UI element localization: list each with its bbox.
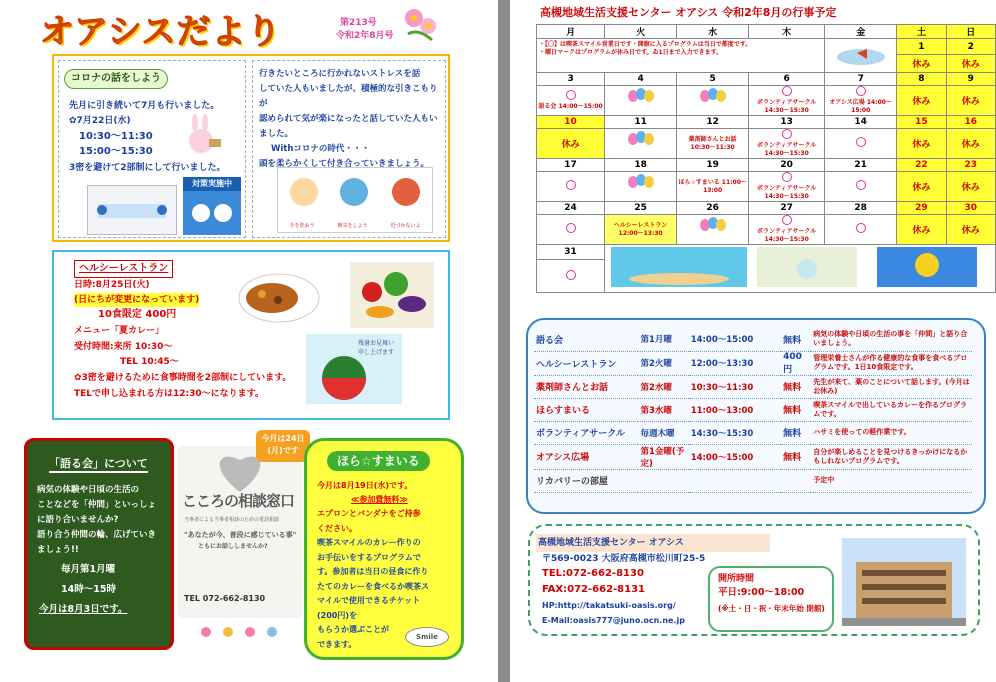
corona-right-line-5: Withコロナの時代・・・ <box>271 144 370 154</box>
hours-box <box>708 566 834 632</box>
day-5: 5 <box>677 73 749 86</box>
day-24: 24 <box>537 202 605 215</box>
healthy-restaurant-section <box>52 250 450 420</box>
day-20: 20 <box>749 159 825 172</box>
building-photo <box>842 538 966 626</box>
corona-right-line-3: 認められて気が楽になったと話していた人もい <box>259 114 438 124</box>
schedule-program-name: 語る会 <box>534 328 638 351</box>
weekday-fri: 金 <box>825 25 897 39</box>
event-19: ほら☆すまいる 11:00〜13:00 <box>678 178 747 194</box>
smiley-icon <box>782 86 792 96</box>
event-12: 薬剤師さんとお話 10:30〜11:30 <box>688 135 737 151</box>
schedule-time: 12:00〜13:30 <box>689 351 781 375</box>
corona-line-1: 先月に引き続いて7月も行いました。 <box>69 101 220 111</box>
event-10: 休み <box>537 129 605 159</box>
katarukai-body-2: ことなどを「仲間」といっしょ <box>37 500 157 510</box>
event-16: 休み <box>946 129 995 159</box>
katarukai-body-5: ましょう!! <box>37 545 79 555</box>
day-6: 6 <box>749 73 825 86</box>
schedule-desc: 予定中 <box>811 469 972 492</box>
weekday-tue: 火 <box>605 25 677 39</box>
newsletter-title: オアシスだより <box>40 12 282 52</box>
weekday-thu: 木 <box>749 25 825 39</box>
healthy-date: 日時:8月25日(火) <box>74 280 150 290</box>
smile-stamp: Smile <box>405 627 449 647</box>
hora-line-9: もらうか選ぶことが <box>317 625 389 634</box>
katarukai-body-3: に語り合いませんか? <box>37 515 119 525</box>
event-20: ボランティアサークル 14:30〜15:30 <box>756 185 817 200</box>
corona-right-panel <box>252 60 446 238</box>
smiley-icon <box>782 215 792 225</box>
healthy-time-1: 受付時間:来所 10:30〜 <box>74 342 173 352</box>
corona-line-3: 10:30〜11:30 <box>79 131 153 142</box>
healthy-heading: ヘルシーレストラン <box>74 260 173 278</box>
day-14: 14 <box>825 116 897 129</box>
soudan-flyer <box>178 446 302 618</box>
schedule-fee: 400円 <box>781 351 811 375</box>
right-page <box>510 0 996 682</box>
balloon-icon <box>626 131 656 153</box>
day-12: 12 <box>677 116 749 129</box>
event-1: 休み <box>897 55 946 73</box>
schedule-day: 毎週木曜 <box>638 421 688 444</box>
katarukai-next: 今月は8月3日です。 <box>39 604 128 615</box>
balloon-icon <box>698 88 728 110</box>
calendar-note-2: ・曜日マークはプログラムが休み日です。ゐ1日まで入力できます。 <box>539 49 723 56</box>
corona-right-line-6: 頭を柔らかくして付き合っていきましょう。 <box>259 159 430 169</box>
day-30: 30 <box>946 202 995 215</box>
day-3: 3 <box>537 73 605 86</box>
katarukai-schedule-1: 毎月第1月曜 <box>61 564 116 575</box>
summer-illustrations <box>607 247 992 287</box>
prevention-signs <box>277 167 433 233</box>
schedule-fee: 無料 <box>781 398 811 421</box>
weekday-row <box>537 25 996 39</box>
photo-caption: 残暑お見舞い申し上げます <box>358 340 395 356</box>
smiley-icon <box>566 90 576 100</box>
goldfish-cell <box>825 39 897 73</box>
hora-line-4: お手伝いをするプログラムで <box>317 552 421 562</box>
schedule-day: 第1月曜 <box>638 328 688 351</box>
smiley-icon <box>856 180 866 190</box>
schedule-time: 10:30〜11:30 <box>689 375 781 398</box>
event-25: ヘルシーレストラン 12:00〜13:30 <box>613 221 668 237</box>
corona-left-panel <box>58 60 246 238</box>
schedule-time: 14:00〜15:00 <box>689 444 781 469</box>
schedule-fee: 無料 <box>781 328 811 351</box>
hora-line-5: す。参加者は当日の昼食に作り <box>317 567 429 576</box>
schedule-day: 第1金曜(予定) <box>638 444 688 469</box>
day-19: 19 <box>677 159 749 172</box>
day-7: 7 <box>825 73 897 86</box>
hora-smile-panel <box>304 438 464 660</box>
schedule-fee: 無料 <box>781 444 811 469</box>
event-8: 休み <box>897 86 946 116</box>
issue-date: 令和2年8月号 <box>336 31 394 41</box>
contact-box <box>528 524 980 636</box>
sign-label-2: 換気をしよう <box>337 223 368 229</box>
schedule-row <box>534 398 972 421</box>
corona-line-4: 15:00〜15:30 <box>79 146 153 157</box>
schedule-time: 14:00〜15:00 <box>689 328 781 351</box>
hours-closed: (※土・日・祝・年末年始 閉館) <box>718 604 825 613</box>
healthy-line-1: ✿3密を避けるために食事時間を2部制にしています。 <box>74 373 292 383</box>
event-27: ボランティアサークル 14:30〜15:30 <box>756 228 817 243</box>
calendar-table <box>536 24 996 293</box>
day-1: 1 <box>897 39 946 55</box>
weekday-sun: 日 <box>946 25 995 39</box>
event-15: 休み <box>897 129 946 159</box>
healthy-limit: 10食限定 400円 <box>98 309 177 320</box>
event-3: 語る会 14:00〜15:00 <box>538 103 603 110</box>
hora-line-7: マイルで使用できるチケット <box>317 596 421 605</box>
calendar-note-1: ・【〇】は喫茶スマイル営業日です・開館に入るプログラムは当日で都度です。 <box>539 41 752 48</box>
schedule-row <box>534 469 972 492</box>
hours-label: 開所時間 <box>718 574 755 584</box>
hora-date: 今月は8月19日(水)です。 <box>317 481 413 490</box>
event-2: 休み <box>946 55 995 73</box>
schedule-day: 第2水曜 <box>638 375 688 398</box>
soudan-bubble-1: 今月は24日 <box>261 434 305 443</box>
smiley-icon <box>782 172 792 182</box>
contact-tel: TEL:072-662-8130 <box>542 568 644 579</box>
event-7: オアシス広場 14:00〜15:00 <box>829 99 892 114</box>
flower-icon <box>398 4 444 44</box>
hora-line-1: エプロンとバンダナをご持参 <box>317 509 421 518</box>
day-28: 28 <box>825 202 897 215</box>
corona-right-line-4: ました。 <box>259 129 294 139</box>
smiley-icon <box>566 223 576 233</box>
contact-name: 高槻地域生活支援センター オアシス <box>538 538 684 548</box>
smiley-icon <box>856 86 866 96</box>
contact-fax: FAX:072-662-8131 <box>542 584 646 595</box>
watermelon-photo <box>306 334 402 404</box>
balloon-icon <box>698 217 728 239</box>
smiley-icon <box>566 180 576 190</box>
balloon-icon <box>626 174 656 196</box>
issue-number: 第213号 <box>340 18 377 28</box>
schedule-program-name: リカバリーの部屋 <box>534 469 638 492</box>
katarukai-schedule-2: 14時〜15時 <box>61 584 116 595</box>
day-25: 25 <box>605 202 677 215</box>
soudan-quote-1: "あなたが今、普段に感じている事" <box>184 531 297 539</box>
hora-line-6: たてのカレーを食べるか喫茶ス <box>317 581 429 591</box>
event-30: 休み <box>946 215 995 245</box>
schedule-time: 11:00〜13:00 <box>689 398 781 421</box>
day-21: 21 <box>825 159 897 172</box>
healthy-line-2: TELで申し込まれる方は12:30〜になります。 <box>74 389 264 399</box>
day-23: 23 <box>946 159 995 172</box>
day-13: 13 <box>749 116 825 129</box>
curry-photo <box>234 266 324 326</box>
schedule-time: 14:30〜15:30 <box>689 421 781 444</box>
katarukai-body-1: 病気の体験や日頃の生活の <box>37 485 140 495</box>
hora-line-3: 喫茶スマイルのカレー作りの <box>317 538 421 547</box>
hora-line-10: できます。 <box>317 639 357 649</box>
schedule-fee <box>781 469 811 492</box>
calendar-title: 高槻地域生活支援センター オアシス 令和2年8月の行事予定 <box>540 6 837 19</box>
hora-heading: ほら☆すまいる <box>327 451 430 471</box>
schedule-desc: 先生が来て、薬のことについて話します。(今月はお休み) <box>811 375 972 398</box>
day-22: 22 <box>897 159 946 172</box>
schedule-program-name: ヘルシーレストラン <box>534 351 638 375</box>
day-15: 15 <box>897 116 946 129</box>
schedule-program-name: 薬剤師さんとお話 <box>534 375 638 398</box>
day-31: 31 <box>537 245 605 260</box>
schedule-fee: 無料 <box>781 375 811 398</box>
katarukai-body-4: 語り合う仲間の輪、広げていき <box>37 530 157 540</box>
day-26: 26 <box>677 202 749 215</box>
countermeasure-badge: 対策実施中 <box>183 177 241 235</box>
day-11: 11 <box>605 116 677 129</box>
day-29: 29 <box>897 202 946 215</box>
vegetables-photo <box>350 262 434 328</box>
smiley-icon <box>856 137 866 147</box>
schedule-desc: 喫茶スマイルで出しているカレーを作るプログラムです。 <box>811 398 972 421</box>
event-6: ボランティアサークル 14:30〜15:30 <box>756 99 817 114</box>
day-17: 17 <box>537 159 605 172</box>
soudan-bubble <box>256 430 310 462</box>
soudan-tel: TEL 072-662-8130 <box>184 594 266 603</box>
smiley-icon <box>782 129 792 139</box>
schedule-desc: ハサミを使っての軽作業です。 <box>811 421 972 444</box>
schedule-day: 第2火曜 <box>638 351 688 375</box>
hours-value: 平日:9:00〜18:00 <box>718 587 805 598</box>
smiley-icon <box>566 270 576 280</box>
corona-line-5: 3密を避けて2部制にして行いました。 <box>69 163 226 173</box>
schedule-desc: 病気の体験や日頃の生活の事を「仲間」と語り合いましょう。 <box>811 328 972 351</box>
schedule-row <box>534 375 972 398</box>
contact-hp: HP:http://takatsuki-oasis.org/ <box>542 601 676 610</box>
schedule-program-name: ボランティアサークル <box>534 421 638 444</box>
day-9: 9 <box>946 73 995 86</box>
hora-free: ≪参加費無料≫ <box>351 495 408 504</box>
event-29: 休み <box>897 215 946 245</box>
weekday-sat: 土 <box>897 25 946 39</box>
schedule-day: 第3水曜 <box>638 398 688 421</box>
soudan-sub: 当事者による当事者相談のための電話相談 <box>184 517 280 523</box>
day-27: 27 <box>749 202 825 215</box>
day-10: 10 <box>537 116 605 129</box>
balloon-icon <box>626 88 656 110</box>
schedule-fee: 無料 <box>781 421 811 444</box>
schedule-row <box>534 328 972 351</box>
hora-line-2: ください。 <box>317 523 357 533</box>
weekday-wed: 水 <box>677 25 749 39</box>
corona-right-line-2: していた人もいましたが、積極的な引きこもりが <box>259 84 438 109</box>
healthy-menu: メニュー「夏カレー」 <box>74 326 165 336</box>
weekday-mon: 月 <box>537 25 605 39</box>
schedule-program-name: オアシス広場 <box>534 444 638 469</box>
schedule-row <box>534 351 972 375</box>
schedule-desc: 管理栄養士さんが作る健康的な食事を食べるプログラムです。1日10食限定です。 <box>811 351 972 375</box>
program-schedule-table <box>534 328 972 493</box>
event-23: 休み <box>946 172 995 202</box>
day-18: 18 <box>605 159 677 172</box>
event-9: 休み <box>946 86 995 116</box>
smiley-icon <box>856 223 866 233</box>
flowers-icon <box>196 624 286 644</box>
event-22: 休み <box>897 172 946 202</box>
corona-right-line-1: 行きたいところに行かれないストレスを話 <box>259 69 421 79</box>
rabbit-icon <box>175 113 225 157</box>
schedule-day <box>638 469 688 492</box>
contact-zip: 〒569-0023 大阪府高槻市松川町25-5 <box>542 554 706 564</box>
katarukai-heading: 「語る会」について <box>49 457 148 473</box>
healthy-time-2: TEL 10:45〜 <box>120 357 179 367</box>
distance-illustration <box>87 185 177 235</box>
corona-line-2: ✿7月22日(水) <box>69 116 131 126</box>
day-8: 8 <box>897 73 946 86</box>
day-4: 4 <box>605 73 677 86</box>
sign-label-1: 手を洗おう <box>289 223 315 229</box>
schedule-program-name: ほらすまいる <box>534 398 638 421</box>
schedule-row <box>534 421 972 444</box>
schedule-time <box>689 469 781 492</box>
contact-mail: E-Mail:oasis777@juno.ocn.ne.jp <box>542 616 685 625</box>
schedule-desc: 自分が楽しめることを見つけるきっかけになるかもしれないプログラムです。 <box>811 444 972 469</box>
event-13: ボランティアサークル 14:30〜15:30 <box>756 142 817 157</box>
katarukai-panel <box>24 438 174 650</box>
corona-heading: コロナの話をしよう <box>64 69 168 89</box>
soudan-title: こころの相談窓口 <box>182 492 295 510</box>
day-16: 16 <box>946 116 995 129</box>
soudan-quote-2: ともにお話ししませんか? <box>198 543 268 550</box>
hora-line-8: (200円)を <box>317 610 358 620</box>
corona-section <box>52 54 450 242</box>
soudan-bubble-2: (月)です <box>267 446 299 455</box>
day-2: 2 <box>946 39 995 55</box>
sign-label-3: 近づかないよ <box>390 223 421 229</box>
schedule-row <box>534 444 972 469</box>
healthy-note: (日にちが変更になっています) <box>74 295 200 305</box>
